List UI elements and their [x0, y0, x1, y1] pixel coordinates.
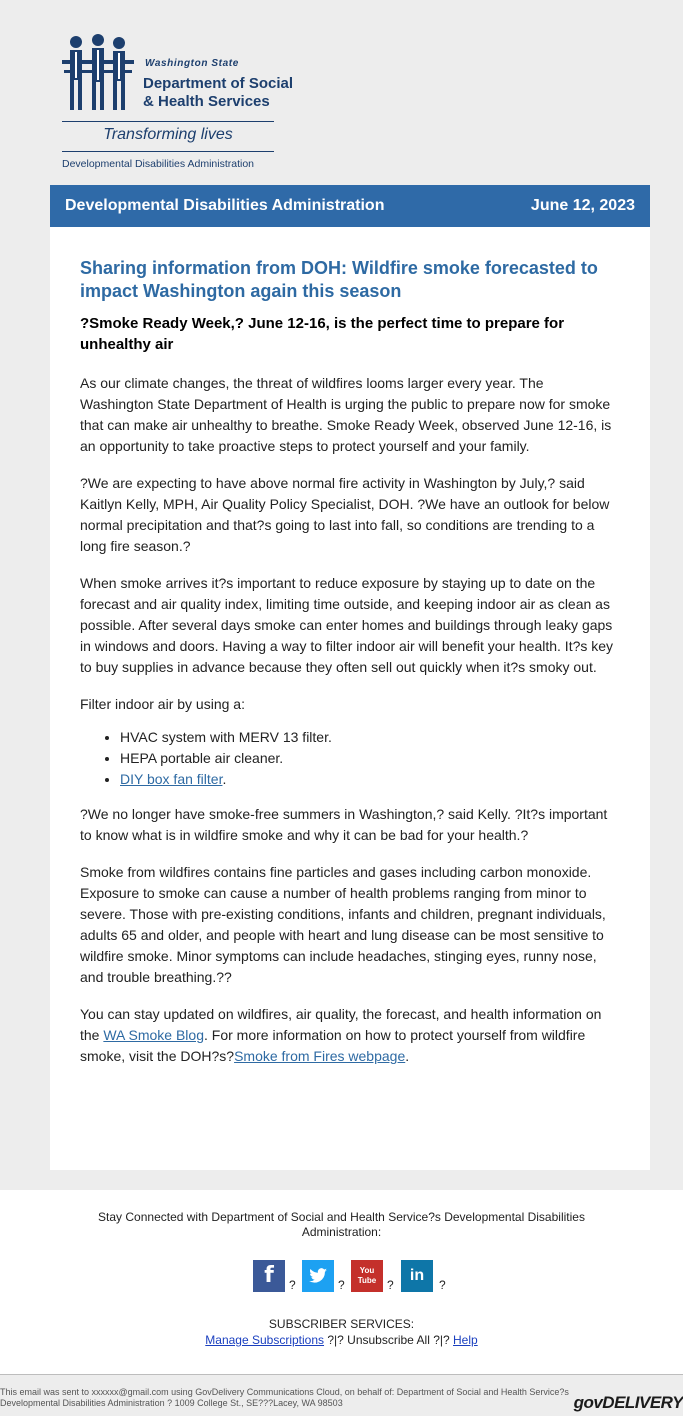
- logo-department: [143, 75, 293, 111]
- diy-box-fan-filter-link[interactable]: DIY box fan filter: [120, 771, 223, 787]
- wa-smoke-blog-link[interactable]: WA Smoke Blog: [103, 1027, 204, 1043]
- banner-org: Developmental Disabilities Administration: [65, 197, 385, 214]
- paragraph-6: Smoke from wildfires contains fine particles and gases including carbon monoxide. Exposure to smoke can cause a number of health problems ranging from minor to severe. Those with pre-existing conditions, infants and children, pregnant individuals, adults 65 and older, and people with heart and lung disease can be most sensitive to wildfire smoke. Minor symptoms can include headaches, stinging eyes, runny nose, and trouble breathing.??: [80, 864, 606, 985]
- logo-tagline: Transforming lives: [103, 126, 233, 143]
- link-separator: ?|?: [429, 1333, 454, 1347]
- social-separator: ?: [439, 1278, 446, 1292]
- people-figures-icon: [62, 34, 134, 112]
- linkedin-icon[interactable]: [401, 1260, 433, 1292]
- dshs-logo: [62, 34, 294, 174]
- twitter-icon[interactable]: [302, 1260, 334, 1292]
- logo-divider: [62, 121, 274, 122]
- p7-text: .: [405, 1048, 410, 1064]
- logo-dept-line1: Department of Social: [143, 75, 294, 92]
- smoke-from-fires-link[interactable]: Smoke from Fires webpage: [234, 1048, 406, 1064]
- filter-list: [80, 727, 620, 790]
- social-separator: ?: [387, 1278, 394, 1292]
- youtube-glyph: You Tube: [357, 1266, 377, 1285]
- youtube-icon[interactable]: [351, 1260, 383, 1292]
- paragraph-2: ?We are expecting to have above normal fire activity in Washington by July,? said Kaitlyn Kelly, MPH, Air Quality Policy Specialist, DOH. ?We have an outlook for below normal precipitation and that?s going to last into fall, so conditions are trending to a long fire season.?: [80, 475, 610, 554]
- logo-divider: [62, 151, 274, 152]
- facebook-icon[interactable]: [253, 1260, 285, 1292]
- paragraph-7: [80, 1004, 620, 1067]
- list-item: • HVAC system with MERV 13 filter.: [120, 727, 620, 748]
- subscriber-services: [0, 1316, 683, 1348]
- govdelivery-logo: govDELIVERY: [573, 1393, 683, 1412]
- social-separator: ?: [338, 1278, 345, 1292]
- paragraph-4: Filter indoor air by using a:: [80, 696, 245, 712]
- article-card: [50, 227, 650, 1170]
- article-subtitle: ?Smoke Ready Week,? June 12-16, is the perfect time to prepare for unhealthy air: [80, 315, 565, 353]
- article-title: Sharing information from DOH: Wildfire smoke forecasted to impact Washington again this season: [80, 258, 598, 301]
- p7-text: . For more information on how to protect yourself from wildfire smoke, visit the DOH?s?: [80, 1027, 586, 1064]
- subscriber-links: [0, 1332, 683, 1348]
- list-item-punct: .: [222, 771, 227, 787]
- header-banner: [50, 185, 650, 227]
- footer: [0, 1190, 683, 1374]
- logo-dept-line2: & Health Services: [143, 93, 270, 110]
- paragraph-5: ?We no longer have smoke-free summers in Washington,? said Kelly. ?It?s important to know what is in wildfire smoke and why it can be bad for your health.?: [80, 806, 608, 843]
- logo-state: Washington State: [145, 58, 239, 69]
- paragraph-1: As our climate changes, the threat of wildfires looms larger every year. The Washington State Department of Health is urging the public to prepare now for smoke that can make air unhealthy to breathe. Smoke Ready Week, observed June 12-16, is an opportunity to take proactive steps to protect yourself and your family.: [80, 375, 612, 454]
- unsubscribe-all-text: Unsubscribe All: [347, 1333, 430, 1347]
- link-separator: ?|?: [324, 1333, 348, 1347]
- list-item: • HEPA portable air cleaner.: [120, 748, 620, 769]
- footer-divider: [0, 1374, 683, 1375]
- paragraph-3: When smoke arrives it?s important to reduce exposure by staying up to date on the forecast and air quality index, limiting time outside, and keeping indoor air as clean as possible. After several days smoke can enter homes and buildings through leaky gaps in windows and doors. Having a way to filter indoor air will benefit your health. It?s key to buy supplies in advance because they often sell out quickly when it?s smoky out.: [80, 575, 614, 675]
- logo-subtitle: Developmental Disabilities Administration: [62, 158, 255, 170]
- p7-text: You can stay updated on wildfires, air quality, the forecast, and health information on the: [80, 1006, 602, 1043]
- social-separator: ?: [289, 1278, 296, 1292]
- help-link[interactable]: Help: [453, 1333, 478, 1347]
- fine-print: This email was sent to xxxxxx@gmail.com using GovDelivery Communications Cloud, on behalf of: Department of Social and Health Service?s Developmental Disabilities Administration ? 1009 College St., SE???Lacey, WA 98503: [0, 1387, 569, 1408]
- linkedin-glyph: in: [409, 1267, 425, 1284]
- banner-date: June 12, 2023: [530, 197, 635, 214]
- manage-subscriptions-link[interactable]: Manage Subscriptions: [205, 1333, 325, 1347]
- stay-connected-text: Stay Connected with Department of Social and Health Service?s Developmental Disabilities Administration:: [98, 1210, 585, 1239]
- subscriber-services-label: SUBSCRIBER SERVICES:: [268, 1317, 415, 1331]
- article-body: [80, 257, 620, 1083]
- list-item: [120, 769, 620, 790]
- twitter-bird-icon: [302, 1260, 334, 1292]
- facebook-glyph: f: [264, 1263, 274, 1288]
